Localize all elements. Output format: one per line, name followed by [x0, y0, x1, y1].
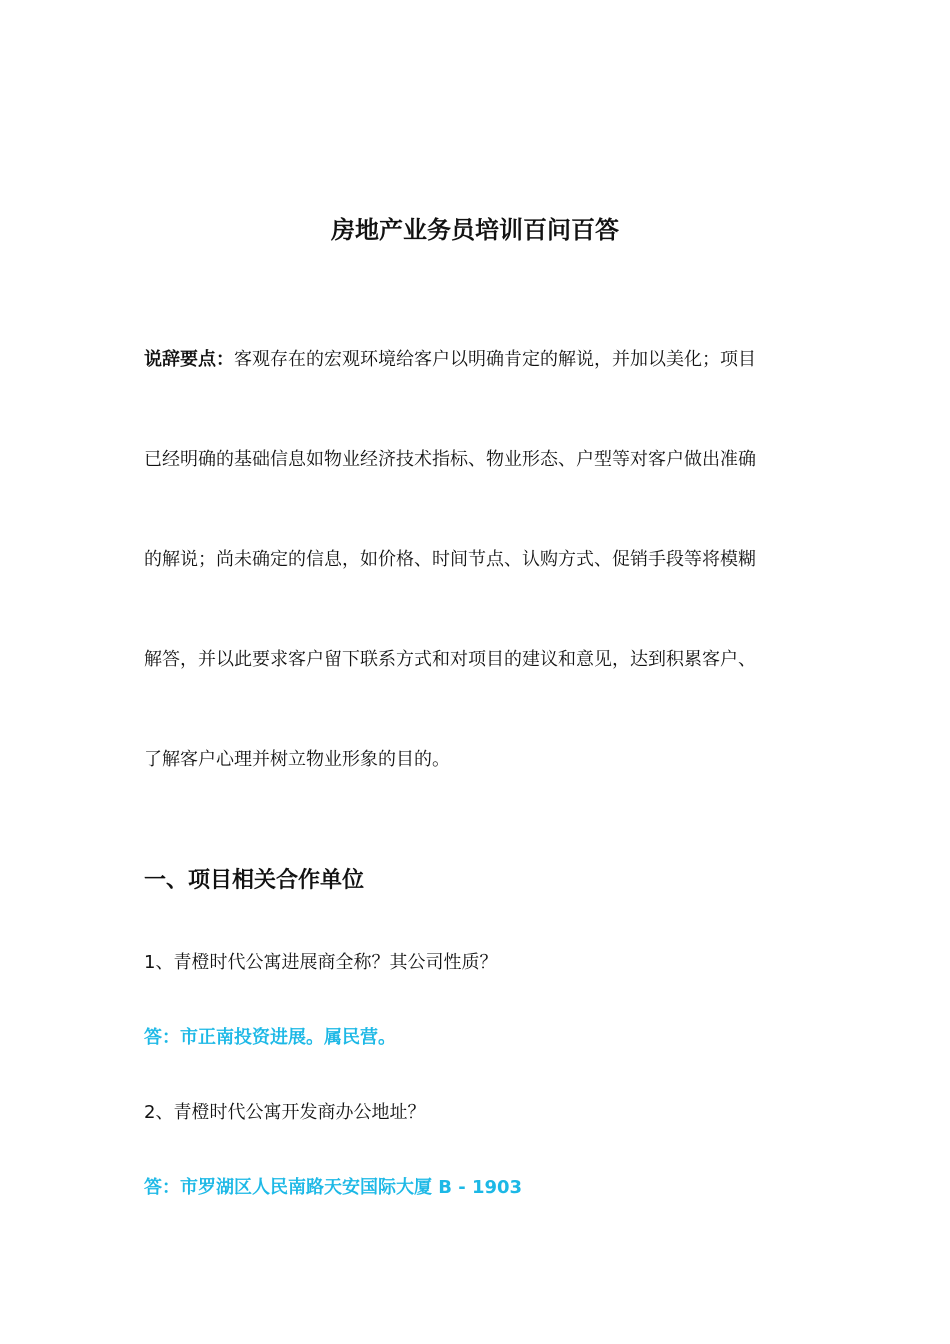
page-title: 房地产业务员培训百问百答	[331, 216, 619, 244]
intro-line: 的解说；尚未确定的信息，如价格、时间节点、认购方式、促销手段等将模糊	[144, 549, 756, 570]
intro-line: 解答，并以此要求客户留下联系方式和对项目的建议和意见，达到积累客户、	[144, 649, 756, 670]
intro-line: 了解客户心理并树立物业形象的目的。	[144, 749, 450, 770]
question-text: 1、青橙时代公寓进展商全称？其公司性质？	[144, 952, 498, 973]
answer-text: 答：市罗湖区人民南路天安国际大厦 B - 1903	[144, 1177, 523, 1198]
section-heading: 一、项目相关合作单位	[144, 868, 365, 893]
intro-text: 客观存在的宏观环境给客户以明确肯定的解说，并加以美化；项目	[234, 349, 756, 370]
intro-line: 已经明确的基础信息如物业经济技术指标、物业形态、户型等对客户做出准确	[144, 449, 756, 470]
intro-line	[144, 345, 814, 375]
question-text: 2、青橙时代公寓开发商办公地址？	[144, 1102, 426, 1123]
intro-label: 说辞要点：	[144, 349, 234, 370]
answer-text: 答：市正南投资进展。属民营。	[144, 1027, 396, 1048]
